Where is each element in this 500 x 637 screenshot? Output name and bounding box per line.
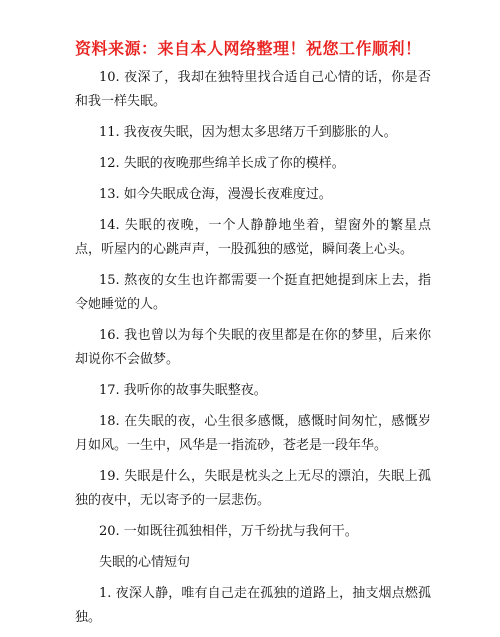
paragraph-11: 11. 我夜夜失眠，因为想太多思绪万千到膨胀的人。 (99, 125, 397, 140)
paragraph-12: 12. 失眠的夜晚那些绵羊长成了你的模样。 (99, 156, 345, 171)
paragraph-19: 19. 失眠是什么，失眠是枕头之上无尽的漂泊，失眠上孤独的夜中，无以寄予的一层悲伤。 (75, 469, 431, 508)
paragraph-17: 17. 我听你的故事失眠整夜。 (99, 383, 267, 398)
paragraph-18: 18. 在失眠的夜，心生很多感慨，感慨时间匆忙，感慨岁月如风。一生中，风华是一指流砂，苍老是一段年华。 (75, 414, 431, 453)
paragraph-14: 14. 失眠的夜晚，一个人静静地坐着，望窗外的繁星点点，听屋内的心跳声声，一股孤独的感觉，瞬间袭上心头。 (75, 218, 431, 257)
source-header: 资料来源：来自本人网络整理！祝您工作顺利！ (75, 39, 422, 58)
document-body (75, 66, 431, 637)
paragraph-16: 16. 我也曾以为每个失眠的夜里都是在你的梦里，后来你却说你不会做梦。 (75, 328, 431, 367)
paragraph-15: 15. 熬夜的女生也许都需要一个挺直把她提到床上去，指令她睡觉的人。 (75, 273, 431, 312)
paragraph-20: 20. 一如既往孤独相伴，万千纷扰与我何干。 (99, 524, 358, 539)
paragraph-1: 1. 夜深人静，唯有自己走在孤独的道路上，抽支烟点燃孤独。 (75, 586, 431, 625)
paragraph-10: 10. 夜深了，我却在独特里找合适自己心情的话，你是否和我一样失眠。 (75, 70, 431, 109)
section-heading: 失眠的心情短句 (99, 555, 191, 570)
paragraph-13: 13. 如今失眠成仓海，漫漫长夜难度过。 (99, 187, 332, 202)
